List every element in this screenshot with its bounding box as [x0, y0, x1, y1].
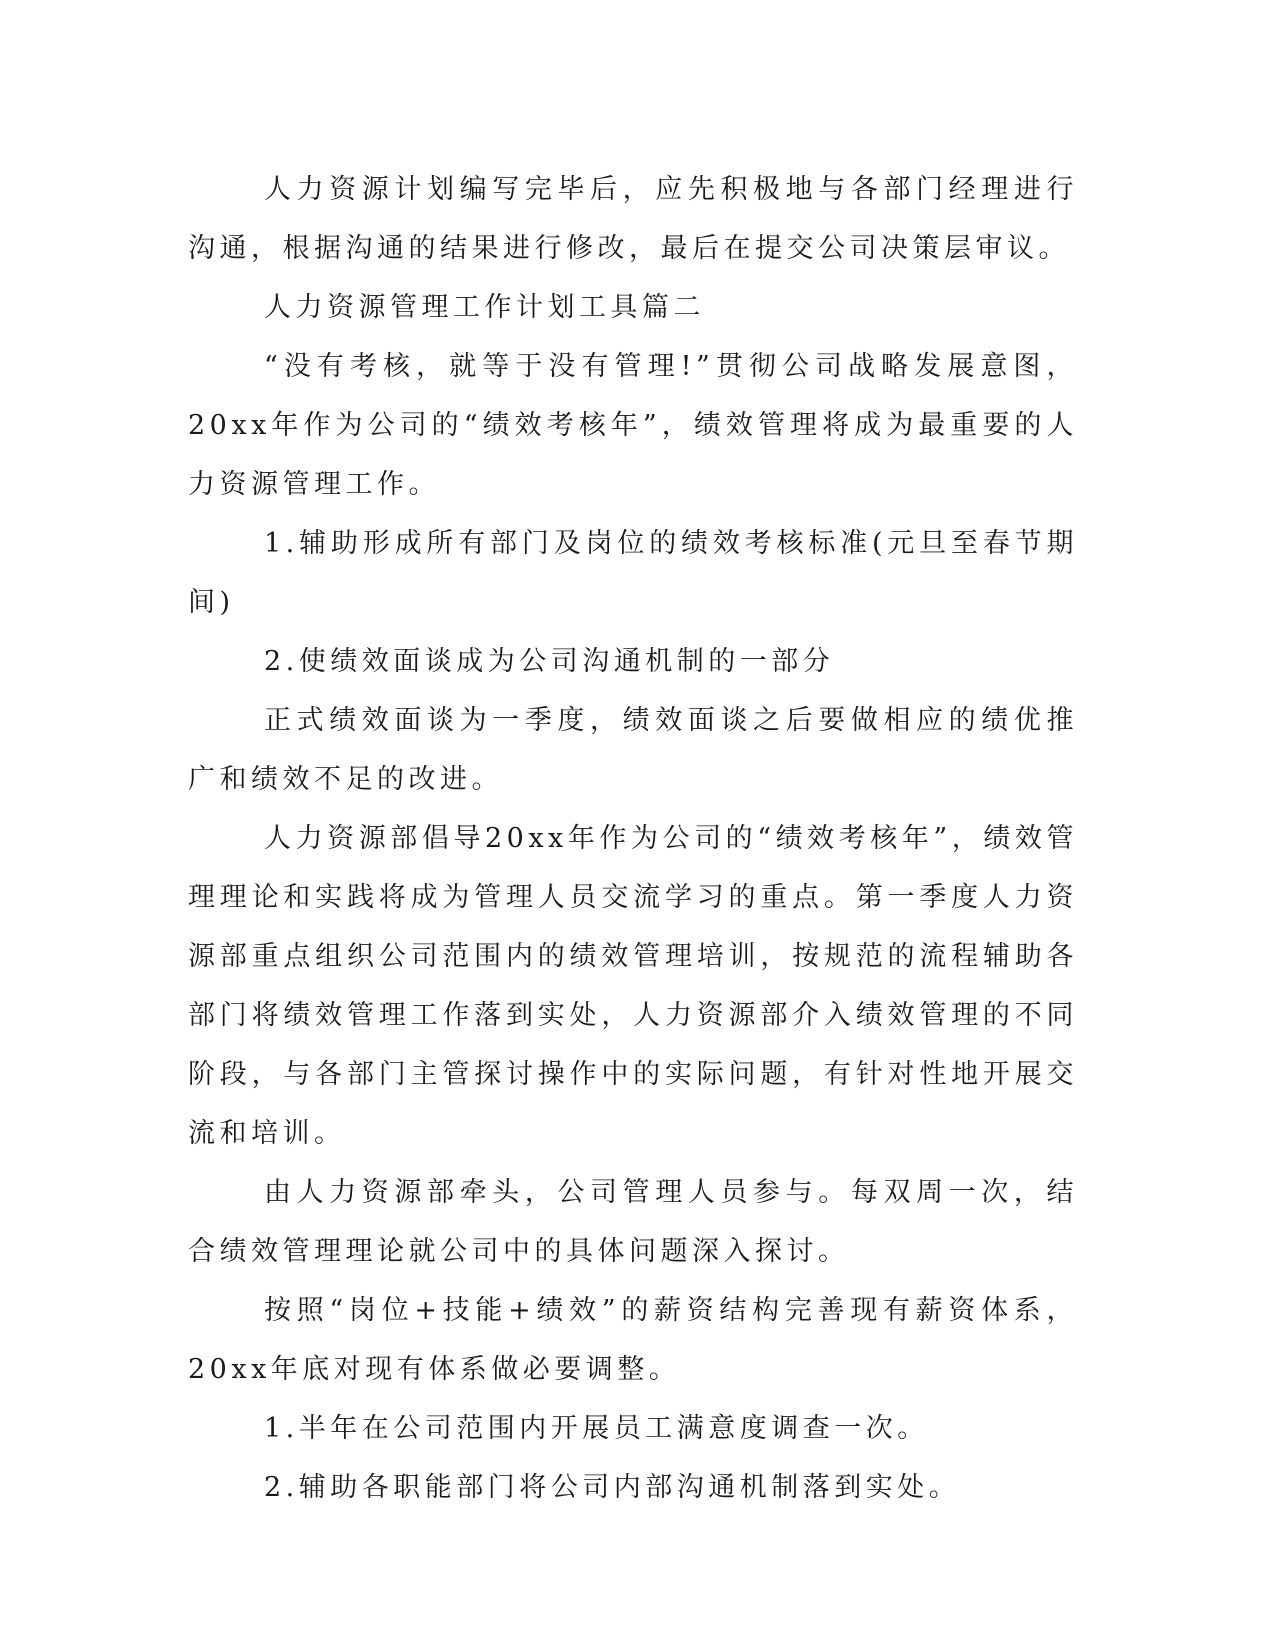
list-item: 1.辅助形成所有部门及岗位的绩效考核标准(元旦至春节期间) [188, 528, 1078, 618]
list-item: 2.使绩效面谈成为公司沟通机制的一部分 [264, 646, 835, 677]
paragraph: 人力资源计划编写完毕后，应先积极地与各部门经理进行沟通，根据沟通的结果进行修改，最后在提交公司决策层审议。 [188, 174, 1078, 264]
paragraph: “没有考核，就等于没有管理!”贯彻公司战略发展意图，20xx年作为公司的“绩效考核年”，绩效管理将成为最重要的人力资源管理工作。 [188, 351, 1078, 500]
document-body [188, 160, 1078, 1517]
paragraph: 由人力资源部牵头，公司管理人员参与。每双周一次，结合绩效管理理论就公司中的具体问题深入探讨。 [188, 1177, 1078, 1267]
list-item: 1.半年在公司范围内开展员工满意度调查一次。 [264, 1413, 929, 1444]
section-heading: 人力资源管理工作计划工具篇二 [264, 292, 705, 323]
paragraph: 正式绩效面谈为一季度，绩效面谈之后要做相应的绩优推广和绩效不足的改进。 [188, 705, 1078, 795]
paragraph: 按照“岗位+技能+绩效”的薪资结构完善现有薪资体系，20xx年底对现有体系做必要调整。 [188, 1295, 1078, 1385]
list-item: 2.辅助各职能部门将公司内部沟通机制落到实处。 [264, 1472, 961, 1503]
paragraph: 人力资源部倡导20xx年作为公司的“绩效考核年”，绩效管理理论和实践将成为管理人员交流学习的重点。第一季度人力资源部重点组织公司范围内的绩效管理培训，按规范的流程辅助各部门将绩效管理工作落到实处，人力资源部介入绩效管理的不同阶段，与各部门主管探讨操作中的实际问题，有针对性地开展交流和培训。 [188, 823, 1078, 1149]
